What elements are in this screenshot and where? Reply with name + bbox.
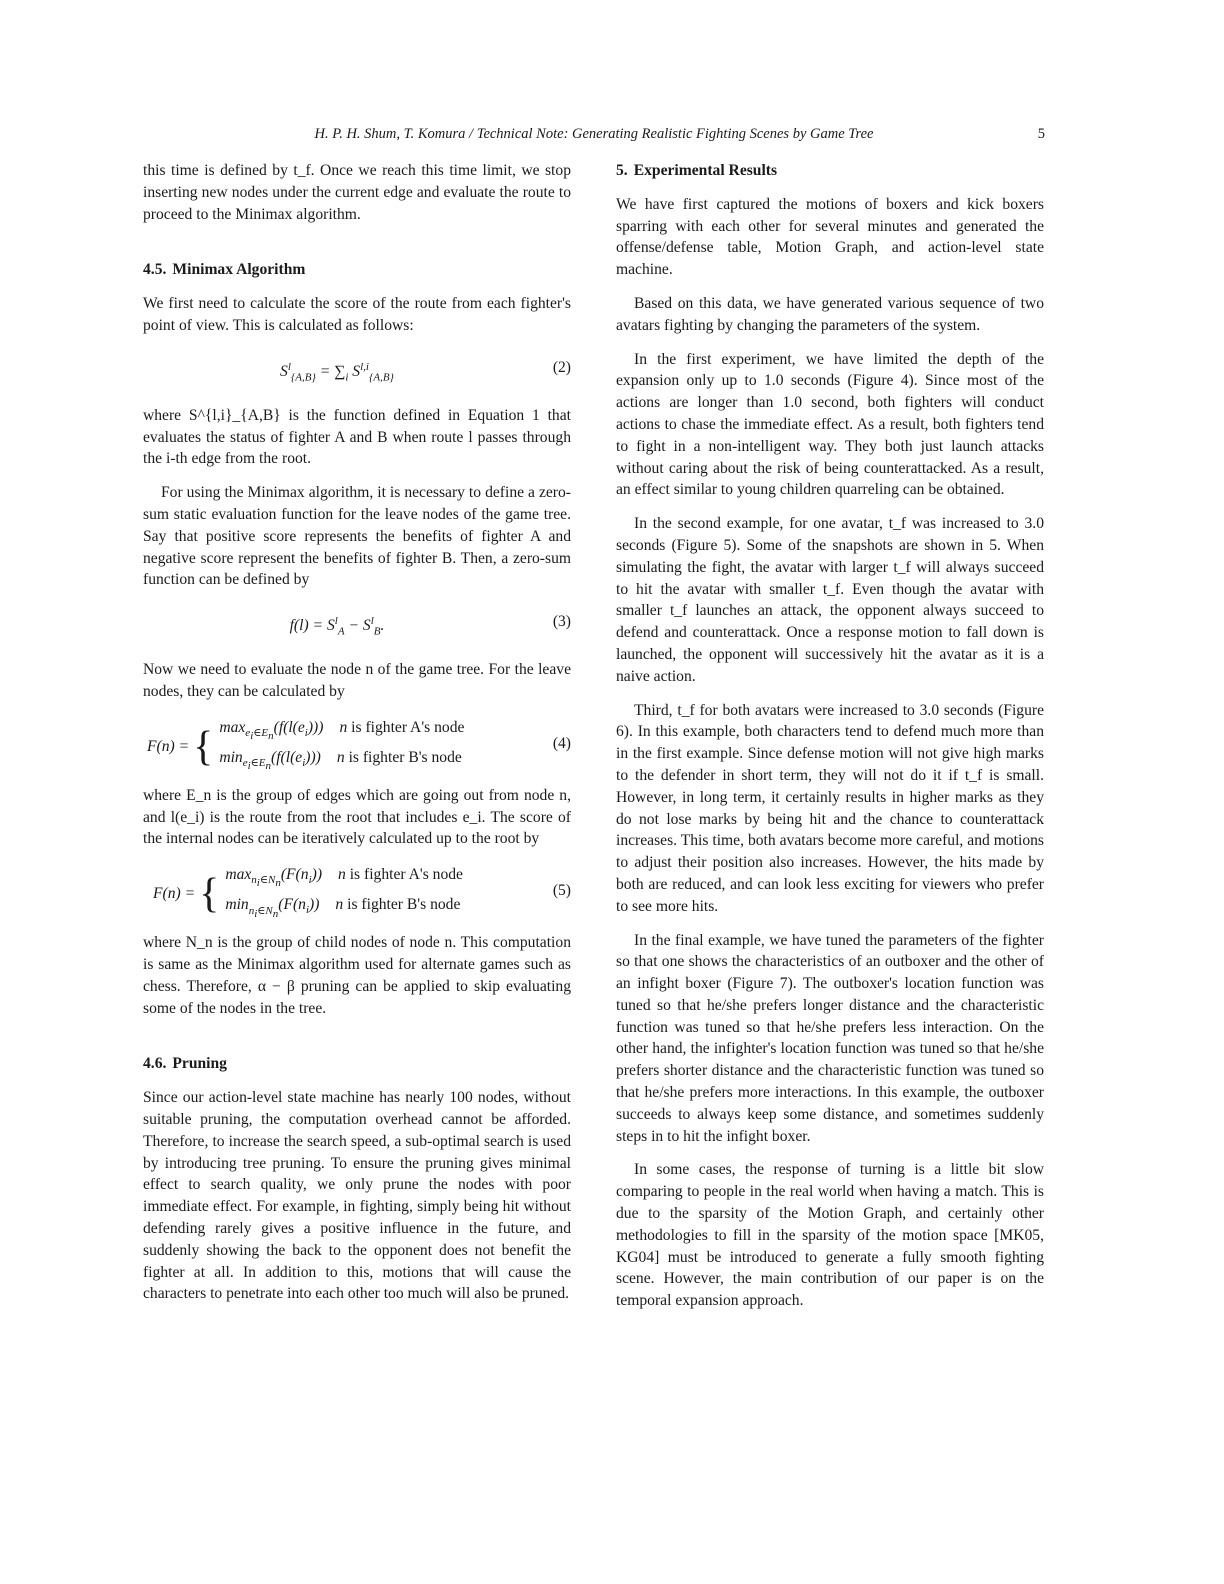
paragraph: In the first experiment, we have limited the depth of the expansion only up to 1.0 seconds (Figure 4). Since most of the actions are longer than 1.0 second, both fighters will conduct actions to chase the immediate effect. As a result, both fighters tend to fight in a non-intelligent way. They both just launch attacks without caring about the risk of being counterattacked. As a result, an effect similar to young children quarreling can be obtained.	[616, 350, 1044, 499]
left-column	[143, 160, 571, 1305]
equation-4: F(n) ={ $\max_{e_i\in E_n}(f(l(e_i)))$ n is fighter A's node $\min_{e_i\in E_n}(f(l(e_i)))$ n is fighter B's node (4)	[147, 718, 571, 773]
paragraph: where N_n is the group of child nodes of node n. This computation is same as the Minimax algorithm used for alternate games such as chess. Therefore, α − β pruning can be applied to skip evaluating some of the nodes in the tree.	[143, 934, 571, 1017]
paragraph: where E_n is the group of edges which are going out from node n, and l(e_i) is the route from the root that includes e_i. The score of the internal nodes can be iteratively calculated up to the root by	[143, 786, 571, 848]
paragraph: For using the Minimax algorithm, it is necessary to define a zero-sum static evaluation function for the leave nodes of the game tree. Say that positive score represents the benefits of fighter A and negative score represent the benefits of fighter B. Then, a zero-sum function can be defined by	[143, 484, 571, 589]
paragraph: In the second example, for one avatar, t_f was increased to 3.0 seconds (Figure 5). Some of the snapshots are shown in 5. When simulating the fight, the avatar with larger t_f will always succeed to hit the avatar with smaller t_f. Even though the avatar with smaller t_f launches an attack, the opponent always succeed to defend and counterattack. Once a response motion to fall down is launched, the opponent will successively hit the avatar as it is a naive action.	[616, 515, 1044, 685]
paragraph: In the final example, we have tuned the parameters of the fighter so that one shows the characteristics of an outboxer and the other of an infight boxer (Figure 7). The outboxer's location function was tuned so that he/she prefers longer distance and the characteristic function was tuned so that he/she prefers less interaction. On the other hand, the infighter's location function was tuned so that he/she prefers shorter distance and the characteristic function was tuned so that he/she prefers more interactions. In this example, the outboxer succeeds to always keep some distance, and sometimes suddenly steps in to hit the infight boxer.	[616, 931, 1044, 1145]
page-number: 5	[1037, 126, 1045, 142]
equation-3: $f(l) = S^l_A - S^l_B$. (3)	[289, 613, 571, 638]
paragraph: Now we need to evaluate the node n of the game tree. For the leave nodes, they can be calculated by	[143, 661, 571, 700]
paragraph: where S^{l,i}_{A,B} is the function defined in Equation 1 that evaluates the status of fighter A and B when route l passes through the i-th edge from the root.	[143, 406, 571, 468]
equation-2: $S^l_{\{A,B\}} = \sum_i$ S$^{l,i}_{\{A,B\}}$ (2)	[280, 358, 571, 384]
section-heading-4-5: 4.5. Minimax Algorithm	[143, 261, 306, 279]
running-title: H. P. H. Shum, T. Komura / Technical Note: Generating Realistic Fighting Scenes by Game Tree	[314, 126, 874, 142]
paragraph: We have first captured the motions of boxers and kick boxers sparring with each other for several minutes and generated the offense/defense table, Motion Graph, and action-level state machine.	[616, 195, 1044, 279]
paragraph: Third, t_f for both avatars were increased to 3.0 seconds (Figure 6). In this example, both characters tend to defend much more than in the first example. Since defense motion will not give high marks to the defender in short term, they will not do it if t_f is small. However, in long term, it certainly results in higher marks as they do not lose marks by being hit and the chance to counterattack increases. This time, both avatars become more careful, and motions to adjust their position also increases. However, the hits made by both are reduced, and can look less exciting for viewers who prefer to see more hits.	[616, 701, 1044, 915]
equation-label: (4)	[552, 734, 571, 752]
running-header	[143, 126, 1045, 146]
paragraph: We first need to calculate the score of the route from each fighter's point of view. This is calculated as follows:	[143, 295, 571, 334]
right-column	[616, 160, 1044, 1312]
equation-label: (5)	[552, 882, 571, 900]
paragraph: Based on this data, we have generated various sequence of two avatars fighting by changing the parameters of the system.	[616, 294, 1044, 334]
equation-5: F(n) ={ $\max_{n_i\in N_n}(F(n_i))$ n is fighter A's node $\min_{n_i\in N_n}(F(n_i))$ n is fighter B's node (5)	[153, 866, 571, 920]
section-heading-4-6: 4.6. Pruning	[143, 1055, 227, 1073]
paragraph: Since our action-level state machine has nearly 100 nodes, without suitable pruning, the computation overhead cannot be afforded. Therefore, to increase the search speed, a sub-optimal search is used by introducing tree pruning. To ensure the pruning gives minimal effect to search quality, we only prune the nodes with poor immediate effect. For example, in fighting, simply being hit without defending rarely gives a positive influence in the future, and suddenly showing the back to the opponent does not benefit the fighter at all. In addition to this, motions that will cause the characters to penetrate into each other too much will also be pruned.	[143, 1089, 571, 1303]
equation-label: (3)	[552, 613, 571, 631]
section-heading-5: 5. Experimental Results	[616, 162, 778, 179]
paragraph: In some cases, the response of turning is a little bit slow comparing to people in the real world when having a match. This is due to the sparsity of the Motion Graph, and certainly other methodologies to fill in the sparsity of the motion space [MK05, KG04] must be introduced to generate a fully smooth fighting scene. However, the main contribution of our paper is on the temporal expansion approach.	[616, 1161, 1044, 1310]
equation-label: (2)	[552, 358, 571, 376]
paragraph: this time is defined by t_f. Once we reach this time limit, we stop inserting new nodes under the current edge and evaluate the route to proceed to the Minimax algorithm.	[143, 162, 571, 223]
